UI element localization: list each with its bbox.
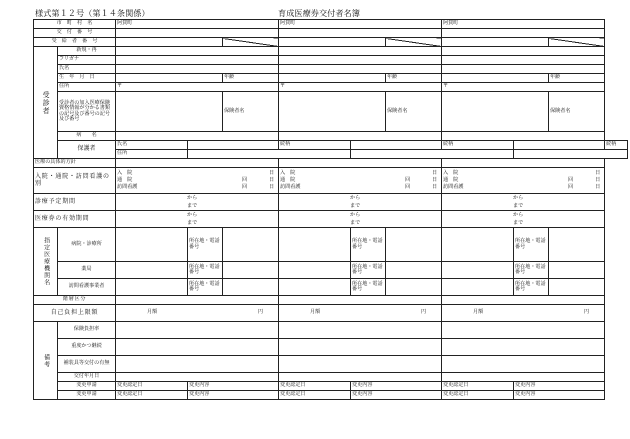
copay-limit-field[interactable]: [442, 305, 605, 322]
change-content-field[interactable]: [188, 391, 279, 400]
form-number: 様式第１２号（第１４条関係）: [35, 8, 150, 18]
severe-continuing-field[interactable]: [116, 339, 279, 356]
location-phone-label: 所在地・電話番号: [514, 279, 549, 296]
treatment-plan-field[interactable]: [116, 159, 279, 168]
change-content-field[interactable]: [514, 382, 605, 391]
times-unit: 回: [404, 177, 411, 183]
nursing-name-field[interactable]: [116, 279, 188, 296]
insurer-name-label: 保険者名: [224, 107, 245, 114]
until-label: まで: [187, 220, 198, 226]
register-table: [33, 19, 628, 400]
until-label: まで: [187, 203, 198, 209]
issue-date-label: 交付年月日: [58, 373, 116, 382]
location-phone-field[interactable]: [549, 262, 605, 279]
insurance-info-label: 受診者の加入医療保険資格情報が分かる書類の記号及び番号の記号及び番号: [58, 92, 116, 132]
visit-type-field[interactable]: [279, 168, 442, 194]
change-application-label: 変更申請: [58, 391, 116, 400]
insurer-name-field[interactable]: [386, 92, 442, 132]
new-continue-field[interactable]: [279, 47, 442, 56]
valid-period-field[interactable]: [442, 211, 605, 228]
guardian-address-field[interactable]: [188, 150, 351, 159]
issue-number-label: 交 付 番 号: [34, 29, 116, 38]
change-date-field[interactable]: [442, 391, 514, 400]
insurer-name-field[interactable]: [549, 92, 605, 132]
birthdate-field[interactable]: [279, 74, 386, 83]
change-date-label: 変更認定日: [280, 382, 306, 389]
location-phone-label: 所在地・電話番号: [351, 279, 386, 296]
until-label: まで: [513, 220, 524, 226]
location-phone-field[interactable]: [386, 228, 442, 262]
copay-limit-field[interactable]: [116, 305, 279, 322]
insurance-burden-field[interactable]: [279, 322, 442, 339]
address-field[interactable]: [279, 83, 442, 92]
times-unit: 回: [567, 177, 574, 183]
municipality-value: 阿賀町: [116, 20, 279, 29]
issue-date-field[interactable]: [279, 373, 442, 382]
location-phone-label: 所在地・電話番号: [514, 262, 549, 279]
visit-outpatient-label: 通 院: [443, 177, 459, 183]
visit-type-field[interactable]: [442, 168, 605, 194]
pharmacy-name-field[interactable]: [442, 262, 514, 279]
change-content-label: 変更内容: [515, 382, 536, 389]
issue-number-field[interactable]: [116, 29, 279, 38]
times-unit: 回: [404, 184, 411, 190]
insurance-number-field[interactable]: [442, 92, 549, 132]
disease-field[interactable]: [279, 132, 442, 141]
visit-type-field[interactable]: [116, 168, 279, 194]
prosthesis-field[interactable]: [279, 356, 442, 373]
valid-period-field[interactable]: [116, 211, 279, 228]
visit-inpatient-label: 入 院: [117, 170, 133, 176]
prosthesis-field[interactable]: [442, 356, 605, 373]
change-date-label: 変更認定日: [443, 382, 469, 389]
day-unit: 日: [269, 184, 275, 190]
visit-outpatient-label: 通 院: [117, 177, 133, 183]
issue-date-field[interactable]: [116, 373, 279, 382]
location-phone-field[interactable]: [386, 262, 442, 279]
location-phone-field[interactable]: [386, 279, 442, 296]
visit-type-block: [117, 170, 277, 191]
treatment-plan-field[interactable]: [279, 159, 442, 168]
birthdate-label: 生 年 月 日: [58, 74, 116, 83]
change-content-label: 変更内容: [352, 391, 373, 398]
change-content-label: 変更内容: [189, 382, 210, 389]
location-phone-field[interactable]: [223, 279, 279, 296]
change-content-field[interactable]: [514, 391, 605, 400]
age-label: 年齢: [387, 74, 398, 81]
day-unit: 日: [595, 177, 601, 183]
location-phone-label: 所在地・電話番号: [351, 228, 386, 262]
change-content-field[interactable]: [351, 391, 442, 400]
valid-period-field[interactable]: [279, 211, 442, 228]
disease-label: 病 名: [58, 132, 116, 141]
insurance-number-field[interactable]: [116, 92, 223, 132]
visit-outpatient-label: 通 院: [280, 177, 296, 183]
issue-number-field[interactable]: [442, 29, 605, 38]
guardian-address-field[interactable]: [351, 150, 514, 159]
change-content-label: 変更内容: [352, 382, 373, 389]
furigana-field[interactable]: [442, 56, 605, 65]
birthdate-field[interactable]: [442, 74, 549, 83]
age-label: 年齢: [550, 74, 561, 81]
from-label: から: [350, 195, 361, 201]
relationship-label: 続柄: [606, 141, 617, 148]
until-label: まで: [350, 220, 361, 226]
visit-home-label: 訪問看護: [117, 184, 138, 190]
nursing-name-field[interactable]: [279, 279, 351, 296]
from-label: から: [513, 195, 524, 201]
insurance-burden-label: 保険負担率: [58, 322, 116, 339]
visit-type-label: 入院・通院・訪問看護の別: [34, 168, 116, 194]
location-phone-label: 所在地・電話番号: [188, 262, 223, 279]
yen-label: 円: [583, 309, 590, 316]
from-label: から: [513, 212, 524, 218]
change-content-label: 変更内容: [515, 391, 536, 398]
patient-group-label: 受診者: [34, 47, 58, 159]
severe-continuing-field[interactable]: [279, 339, 442, 356]
change-date-field[interactable]: [116, 382, 188, 391]
until-label: まで: [513, 203, 524, 209]
postal-mark: 〒: [280, 83, 286, 90]
issue-number-field[interactable]: [279, 29, 442, 38]
change-content-field[interactable]: [188, 382, 279, 391]
visit-home-label: 訪問看護: [443, 184, 464, 190]
guardian-name-field[interactable]: [514, 141, 605, 150]
visit-inpatient-label: 入 院: [443, 170, 459, 176]
recipient-number-field[interactable]: [279, 38, 386, 47]
home-nursing-label: 訪問看護事業者: [58, 279, 116, 296]
day-unit: 日: [595, 184, 601, 190]
name-field[interactable]: [442, 65, 605, 74]
day-unit: 日: [269, 177, 275, 183]
disease-field[interactable]: [116, 132, 279, 141]
day-unit: 日: [595, 170, 601, 176]
institution-name-field[interactable]: [116, 228, 188, 262]
location-phone-label: 所在地・電話番号: [351, 262, 386, 279]
income-category-label: 階層区分: [34, 296, 116, 305]
guardian-name-field[interactable]: [188, 141, 279, 150]
name-field[interactable]: [116, 65, 279, 74]
age-label: 年齢: [224, 74, 235, 81]
location-phone-label: 所在地・電話番号: [188, 279, 223, 296]
disease-field[interactable]: [442, 132, 605, 141]
valid-period-label: 医療券の有効期間: [34, 211, 116, 228]
age-field[interactable]: [386, 74, 442, 83]
guardian-group-label: 保護者: [58, 141, 116, 159]
change-content-label: 変更内容: [189, 391, 210, 398]
income-category-field[interactable]: [116, 296, 279, 305]
furigana-label: フリガナ: [58, 56, 116, 65]
severe-continuing-field[interactable]: [442, 339, 605, 356]
age-field[interactable]: [549, 74, 605, 83]
age-field[interactable]: [223, 74, 279, 83]
municipality-value: 阿賀町: [279, 20, 442, 29]
visit-type-block: [280, 170, 440, 191]
address-label: 住所: [58, 83, 116, 92]
location-phone-label: 所在地・電話番号: [188, 228, 223, 262]
address-field[interactable]: [442, 83, 605, 92]
recipient-number-diagonal: [549, 38, 605, 47]
institution-name-field[interactable]: [442, 228, 514, 262]
copay-limit-field[interactable]: [279, 305, 442, 322]
treatment-plan-label: 医療の具体的方針: [34, 159, 116, 168]
page-title: 育成医療券交付者名簿: [278, 8, 360, 18]
recipient-number-label: 受 給 者 番 号: [34, 38, 116, 47]
yen-label: 円: [420, 309, 427, 316]
monthly-label: 月額: [473, 309, 484, 316]
day-unit: 日: [269, 170, 275, 176]
nursing-name-field[interactable]: [442, 279, 514, 296]
hospital-label: 病院・診療所: [58, 228, 116, 262]
location-phone-label: 所在地・電話番号: [514, 228, 549, 262]
from-label: から: [187, 212, 198, 218]
relationship-label: 続柄: [443, 141, 454, 148]
relationship-label: 続柄: [280, 141, 291, 148]
furigana-field[interactable]: [279, 56, 442, 65]
guardian-address-field[interactable]: [514, 150, 628, 159]
income-category-field[interactable]: [279, 296, 442, 305]
change-date-label: 変更認定日: [280, 391, 306, 398]
change-date-label: 変更認定日: [443, 391, 469, 398]
yen-label: 円: [257, 309, 264, 316]
change-date-field[interactable]: [442, 382, 514, 391]
from-label: から: [187, 195, 198, 201]
visit-inpatient-label: 入 院: [280, 170, 296, 176]
institution-name-field[interactable]: [279, 228, 351, 262]
recipient-number-field[interactable]: [116, 38, 223, 47]
birthdate-field[interactable]: [116, 74, 223, 83]
relationship-field[interactable]: [279, 141, 351, 150]
copay-limit-label: 自己負担上限額: [34, 305, 116, 322]
recipient-number-field[interactable]: [442, 38, 549, 47]
monthly-label: 月額: [310, 309, 321, 316]
pharmacy-label: 薬局: [58, 262, 116, 279]
change-date-field[interactable]: [279, 382, 351, 391]
from-label: から: [350, 212, 361, 218]
day-unit: 日: [432, 177, 438, 183]
times-unit: 回: [567, 184, 574, 190]
guardian-address-label: 住所: [116, 150, 188, 159]
name-field[interactable]: [279, 65, 442, 74]
guardian-name-field[interactable]: [351, 141, 442, 150]
new-continue-field[interactable]: [116, 47, 279, 56]
relationship-field[interactable]: [442, 141, 514, 150]
location-phone-field[interactable]: [549, 279, 605, 296]
municipality-value: 阿賀町: [442, 20, 605, 29]
relationship-field[interactable]: [605, 141, 628, 150]
prosthesis-field[interactable]: [116, 356, 279, 373]
postal-mark: 〒: [443, 83, 449, 90]
visit-type-block: [443, 170, 603, 191]
change-application-label: 変更申請: [58, 382, 116, 391]
recipient-number-diagonal: [386, 38, 442, 47]
change-date-field[interactable]: [116, 391, 188, 400]
insurer-name-field[interactable]: [223, 92, 279, 132]
until-label: まで: [350, 203, 361, 209]
furigana-field[interactable]: [116, 56, 279, 65]
change-date-label: 変更認定日: [117, 391, 143, 398]
remarks-group-label: 備考: [34, 322, 58, 400]
scheduled-period-field[interactable]: [116, 194, 279, 211]
new-continue-label: 新規・再: [58, 47, 116, 56]
income-category-field[interactable]: [442, 296, 605, 305]
change-content-field[interactable]: [351, 382, 442, 391]
location-phone-field[interactable]: [223, 262, 279, 279]
day-unit: 日: [432, 184, 438, 190]
insurer-name-label: 保険者名: [550, 107, 571, 114]
treatment-plan-field[interactable]: [442, 159, 605, 168]
pharmacy-name-field[interactable]: [116, 262, 188, 279]
day-unit: 日: [432, 170, 438, 176]
location-phone-field[interactable]: [549, 228, 605, 262]
postal-mark: 〒: [117, 83, 123, 90]
change-date-label: 変更認定日: [117, 382, 143, 389]
scheduled-period-label: 診療予定期間: [34, 194, 116, 211]
insurance-number-field[interactable]: [279, 92, 386, 132]
insurance-burden-field[interactable]: [116, 322, 279, 339]
insurer-name-label: 保険者名: [387, 107, 408, 114]
scheduled-period-field[interactable]: [442, 194, 605, 211]
name-label: 氏名: [58, 65, 116, 74]
new-continue-field[interactable]: [442, 47, 605, 56]
times-unit: 回: [241, 184, 248, 190]
designated-group-label: 指定医療機関名: [34, 228, 58, 296]
scheduled-period-field[interactable]: [279, 194, 442, 211]
issue-date-field[interactable]: [442, 373, 605, 382]
prosthesis-label: 補装具等交付の有無: [58, 356, 116, 373]
visit-home-label: 訪問看護: [280, 184, 301, 190]
change-date-field[interactable]: [279, 391, 351, 400]
severe-continuing-label: 重度かつ継続: [58, 339, 116, 356]
pharmacy-name-field[interactable]: [279, 262, 351, 279]
location-phone-field[interactable]: [223, 228, 279, 262]
recipient-number-diagonal: [223, 38, 279, 47]
times-unit: 回: [241, 177, 248, 183]
insurance-burden-field[interactable]: [442, 322, 605, 339]
municipality-label: 市 町 村 名: [34, 20, 116, 29]
address-field[interactable]: [116, 83, 279, 92]
monthly-label: 月額: [147, 309, 158, 316]
guardian-name-label: 氏名: [116, 141, 188, 150]
